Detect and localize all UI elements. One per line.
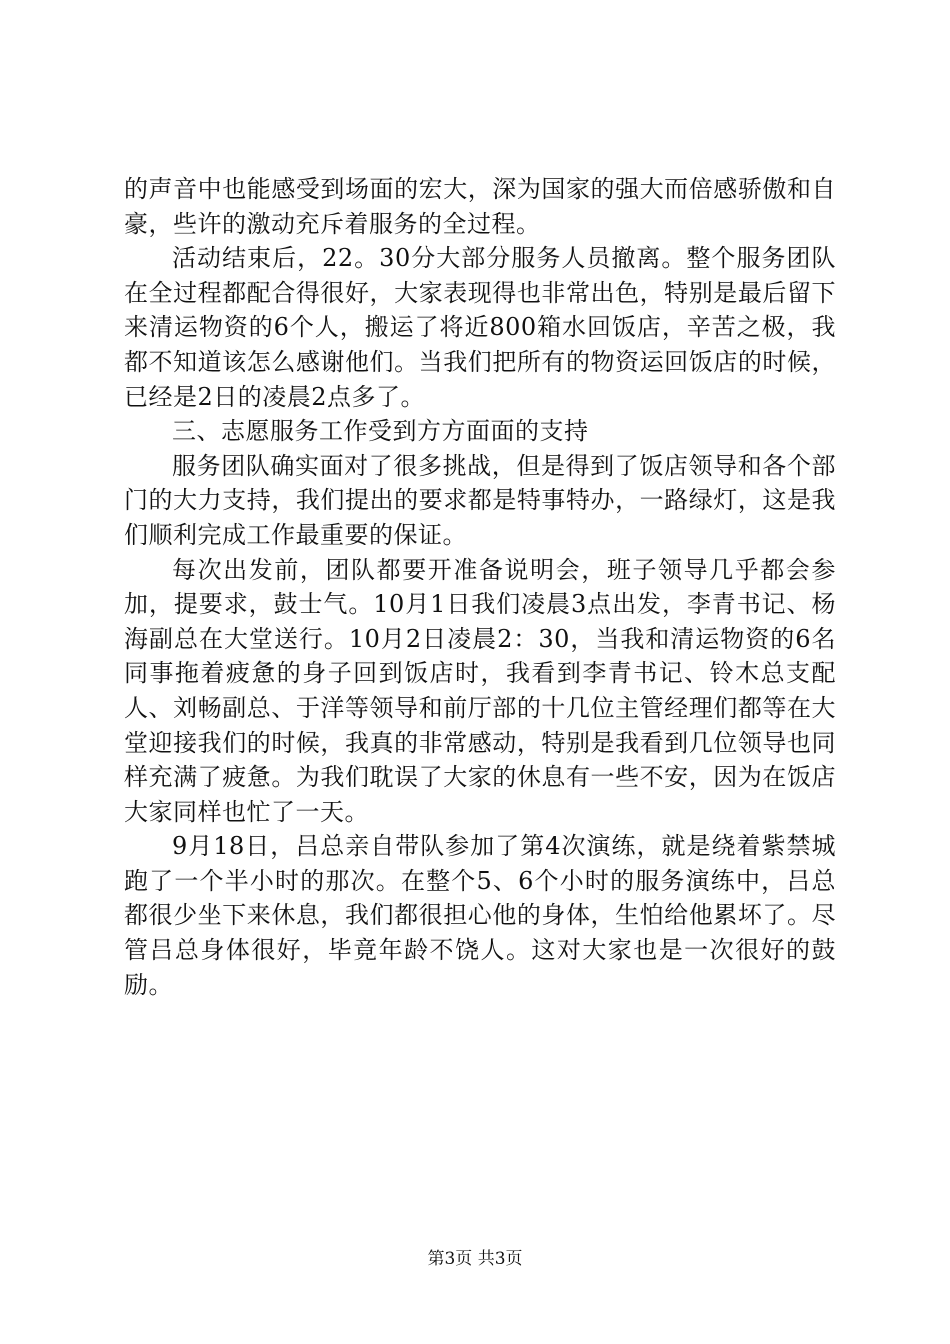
page-number-footer: 第3页 共3页 — [427, 1249, 523, 1269]
paragraph-rehearsal: 9月18日，吕总亲自带队参加了第4次演练，就是绕着紫禁城跑了一个半小时的那次。在整个5、6个小时的服务演练中，吕总都很少坐下来休息，我们都很担心他的身体，生怕给他累坏了。尽管吕总身体很好，毕竟年龄不饶人。这对大家也是一次很好的鼓励。 — [124, 832, 836, 999]
paragraph-continued: 的声音中也能感受到场面的宏大，深为国家的强大而倍感骄傲和自豪，些许的激动充斥着服务的全过程。 — [124, 175, 836, 238]
paragraph-activity-end: 活动结束后，22。30分大部分服务人员撤离。整个服务团队在全过程都配合得很好，大家表现得也非常出色，特别是最后留下来清运物资的6个人，搬运了将近800箱水回饭店，辛苦之极，我都不知道该怎么感谢他们。当我们把所有的物资运回饭店的时候，已经是2日的凌晨2点多了。 — [124, 244, 836, 411]
section-heading-support: 三、志愿服务工作受到方方面面的支持 — [172, 417, 589, 446]
document-body — [124, 172, 836, 1002]
paragraph-briefing: 每次出发前，团队都要开准备说明会，班子领导几乎都会参加，提要求，鼓士气。10月1日我们凌晨3点出发，李青书记、杨海副总在大堂送行。10月2日凌晨2：30，当我和清运物资的6名同事拖着疲惫的身子回到饭店时，我看到李青书记、铃木总支配人、刘畅副总、于洋等领导和前厅部的十几位主管经理们都等在大堂迎接我们的时候，我真的非常感动，特别是我看到几位领导也同样充满了疲惫。为我们耽误了大家的休息有一些不安，因为在饭店大家同样也忙了一天。 — [124, 555, 836, 826]
paragraph-team-challenges: 服务团队确实面对了很多挑战，但是得到了饭店领导和各个部门的大力支持，我们提出的要求都是特事特办，一路绿灯，这是我们顺利完成工作最重要的保证。 — [124, 451, 836, 549]
